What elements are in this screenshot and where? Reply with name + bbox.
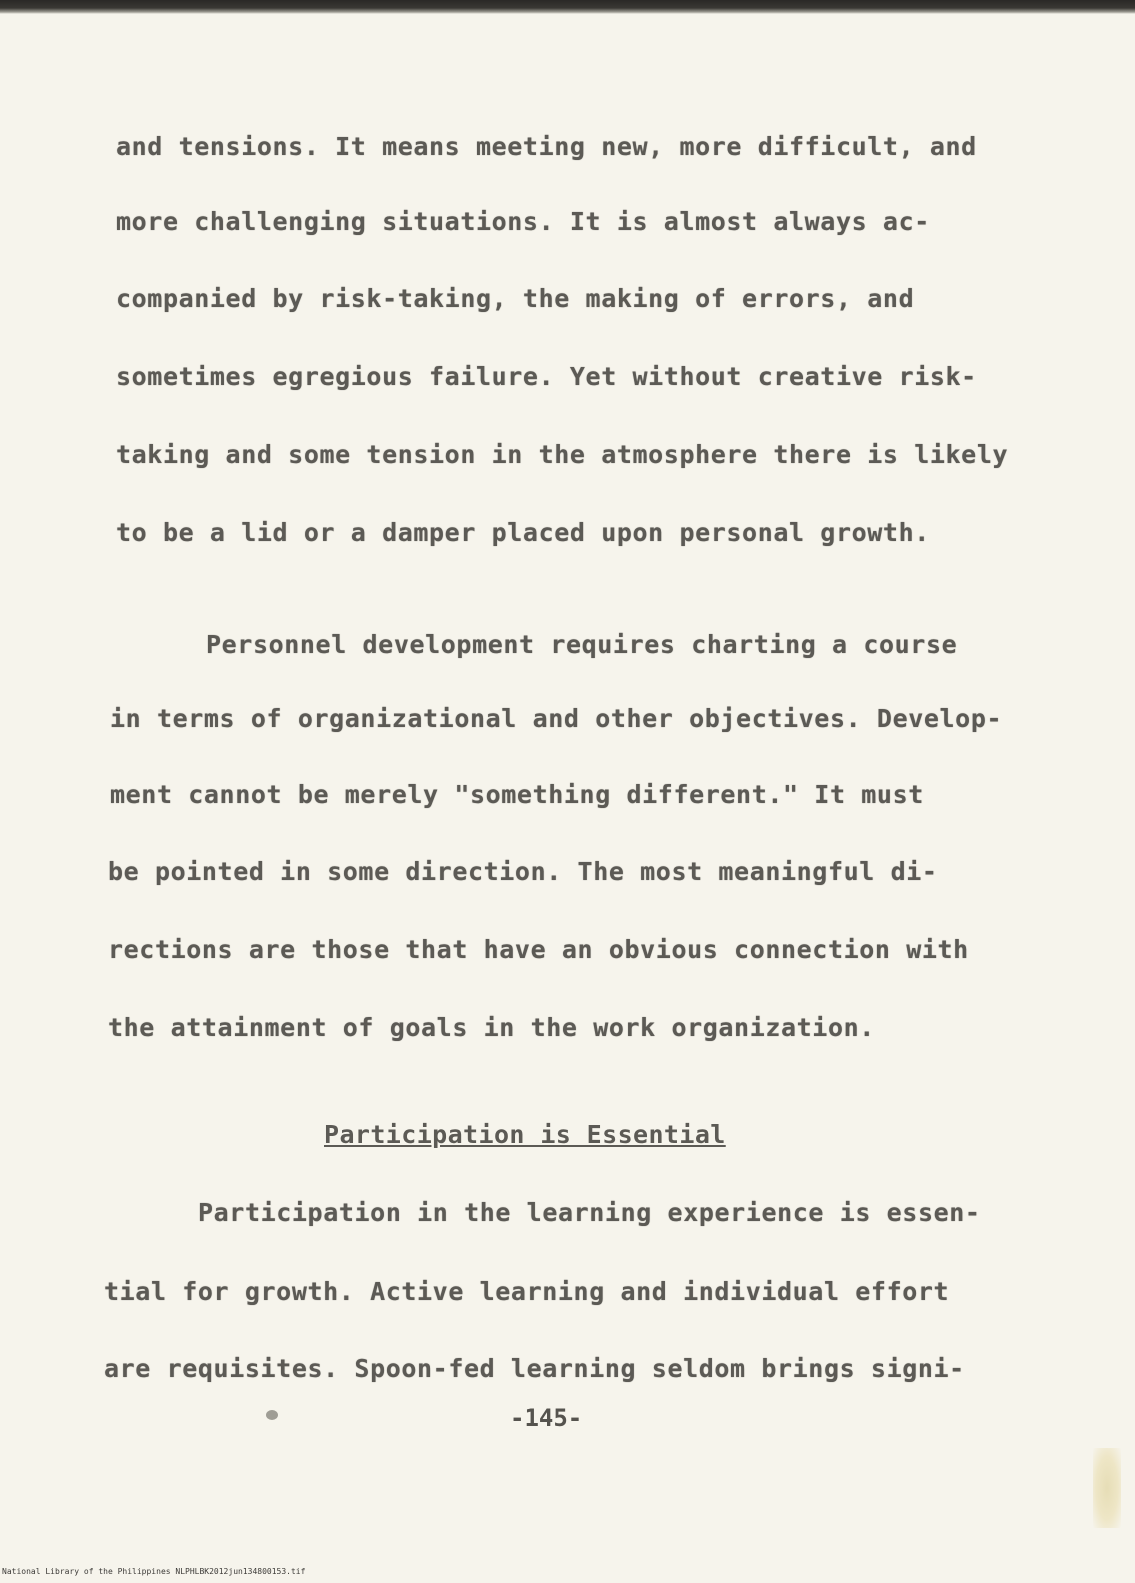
- scan-credit-footer: National Library of the Philippines NLPHLBK2012jun134800153.tif: [2, 1567, 306, 1576]
- text-line: Participation in the learning experience is essen-: [198, 1198, 981, 1227]
- text-line: more challenging situations. It is almost always ac-: [116, 207, 930, 236]
- text-line: taking and some tension in the atmosphere there is likely: [116, 440, 1009, 469]
- text-line: are requisites. Spoon-fed learning seldom brings signi-: [104, 1354, 965, 1383]
- text-line: companied by risk-taking, the making of errors, and: [116, 284, 915, 313]
- text-line: tial for growth. Active learning and individual effort: [104, 1277, 950, 1306]
- text-line: sometimes egregious failure. Yet without creative risk-: [116, 362, 977, 391]
- paper-stain: [1093, 1448, 1121, 1528]
- page-number: -145-: [510, 1404, 583, 1432]
- text-line: and tensions. It means meeting new, more difficult, and: [116, 132, 977, 161]
- scan-top-edge: [0, 0, 1135, 14]
- ink-smudge: [266, 1410, 278, 1420]
- section-heading: Participation is Essential: [324, 1120, 726, 1149]
- text-line: be pointed in some direction. The most meaningful di-: [108, 857, 938, 886]
- text-line: the attainment of goals in the work organization.: [108, 1013, 875, 1042]
- text-line: in terms of organizational and other objectives. Develop-: [110, 704, 1003, 733]
- text-line: rections are those that have an obvious connection with: [108, 935, 969, 964]
- text-line: Personnel development requires charting a course: [206, 630, 958, 659]
- text-line: to be a lid or a damper placed upon personal growth.: [116, 518, 930, 547]
- text-line: ment cannot be merely "something different." It must: [110, 780, 924, 809]
